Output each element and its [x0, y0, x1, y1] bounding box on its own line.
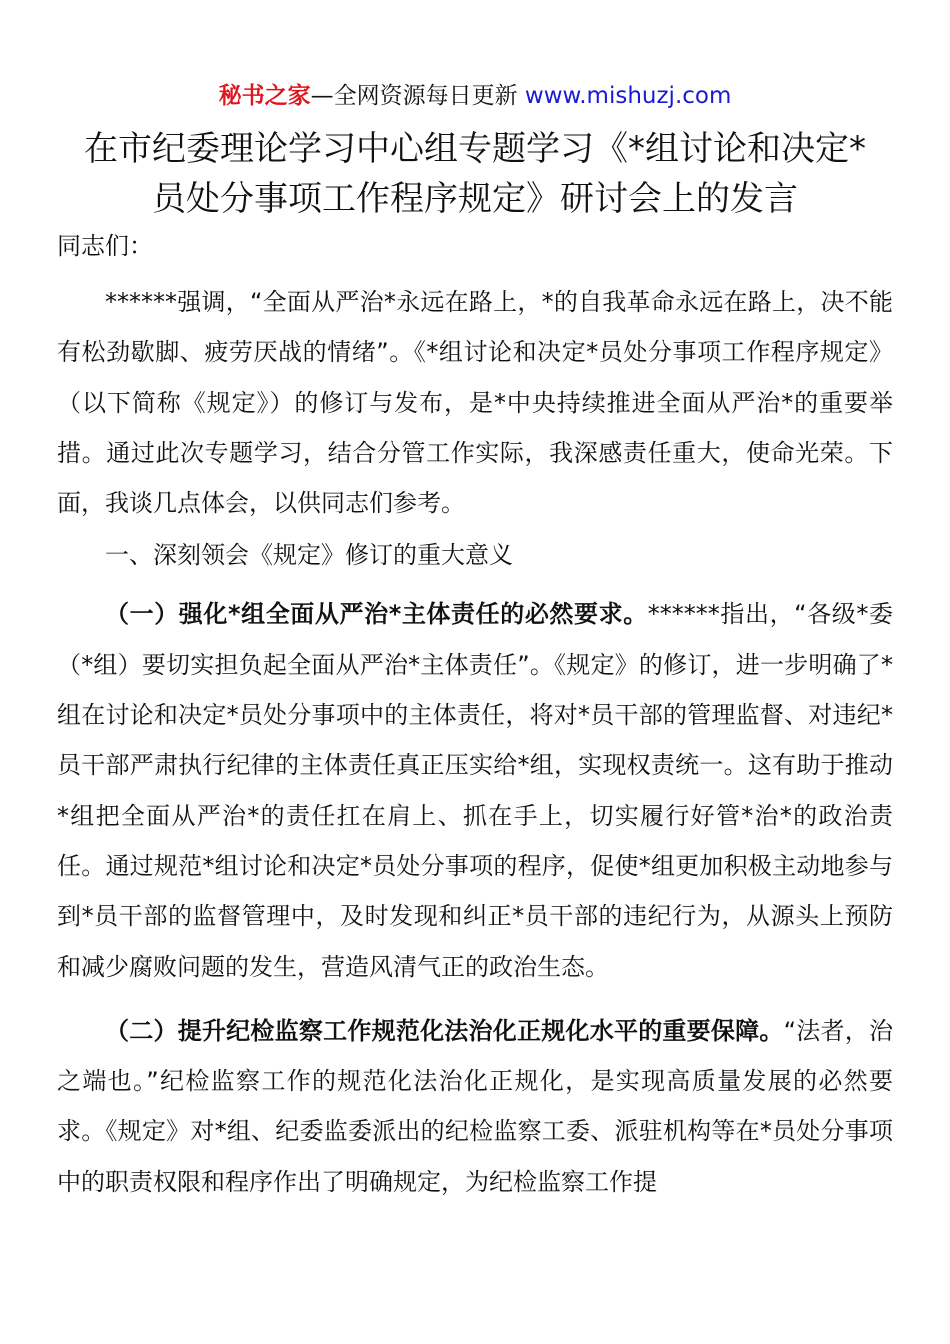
document-body [57, 226, 893, 1207]
site-slogan: —全网资源每日更新 [310, 83, 518, 109]
site-brand: 秘书之家 [218, 83, 311, 109]
site-header [0, 80, 950, 112]
title-line-1: 在市纪委理论学习中心组专题学习《*组讨论和决定* [84, 129, 866, 169]
subsection-2-paragraph [57, 1006, 893, 1207]
salutation: 同志们： [57, 232, 153, 260]
title-line-2: 员处分事项工作程序规定》研讨会上的发言 [152, 179, 798, 219]
subsection-2-body: “法者，治之端也。”纪检监察工作的规范化法治化正规化，是实现高质量发展的必然要求。《规定》对*组、纪委监委派出的纪检监察工委、派驻机构等在*员处分事项中的职责权限和程序作出了明确规定，为纪检监察工作提 [57, 1016, 894, 1196]
subsection-1-paragraph [57, 589, 893, 991]
subsection-2-title: （二）提升纪检监察工作规范化法治化正规化水平的重要保障。 [105, 1016, 784, 1045]
section-heading-1: 一、深刻领会《规定》修订的重大意义 [105, 541, 513, 570]
site-url-link[interactable]: www.mishuzj.com [524, 83, 732, 109]
document-title [40, 124, 910, 224]
intro-paragraph: ******强调，“全面从严治*永远在路上，*的自我革命永远在路上，决不能有松劲歇脚、疲劳厌战的情绪”。《*组讨论和决定*员处分事项工作程序规定》（以下简称《规定》）的修订与发布，是*中央持续推进全面从严治*的重要举措。通过此次专题学习，结合分管工作实际，我深感责任重大，使命光荣。下面，我谈几点体会，以供同志们参考。 [57, 288, 893, 518]
subsection-1-title: （一）强化*组全面从严治*主体责任的必然要求。 [105, 600, 648, 629]
subsection-1-body: ******指出，“各级*委（*组）要切实担负起全面从严治*主体责任”。《规定》的修订，进一步明确了*组在讨论和决定*员处分事项中的主体责任，将对*员干部的管理监督、对违纪*员干部严肃执行纪律的主体责任真正压实给*组，实现权责统一。这有助于推动*组把全面从严治*的责任扛在肩上、抓在手上，切实履行好管*治*的政治责任。通过规范*组讨论和决定*员处分事项的程序，促使*组更加积极主动地参与到*员干部的监督管理中，及时发现和纠正*员干部的违纪行为，从源头上预防和减少腐败问题的发生，营造风清气正的政治生态。 [57, 600, 893, 981]
